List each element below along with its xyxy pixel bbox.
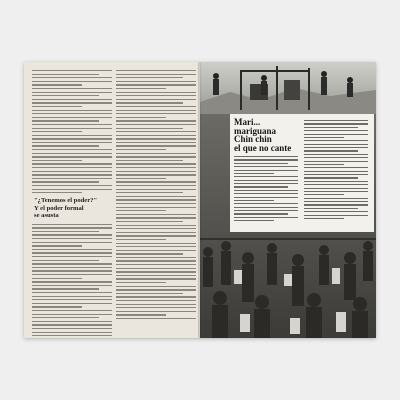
headline-line-1: Mari... [234, 117, 261, 127]
headline-line-2: mariguana [234, 125, 277, 136]
body-text-lines [32, 224, 112, 338]
box-text-column-1 [234, 156, 298, 224]
body-text-lines [116, 70, 196, 319]
left-page [24, 62, 200, 338]
magazine-spread [24, 62, 376, 338]
subhead-line-2: Y el poder formal [34, 204, 84, 212]
left-subhead [34, 197, 112, 219]
body-text-lines [32, 70, 112, 193]
article-headline [234, 118, 291, 152]
article-text-box [230, 114, 374, 232]
left-text-column-2 [116, 70, 196, 322]
right-page [200, 62, 376, 338]
subhead-line-1: "¿Tenemos el poder?" [34, 197, 98, 205]
center-fold-shadow [198, 62, 202, 338]
headline-line-4: el que no cante [234, 142, 292, 153]
left-text-column-1 [32, 70, 112, 338]
body-text-lines [304, 120, 368, 219]
box-text-column-2 [304, 120, 368, 221]
headline-line-3: Chin chin [234, 134, 272, 145]
subhead-line-3: se asusta [34, 212, 59, 220]
body-text-lines [234, 156, 298, 221]
